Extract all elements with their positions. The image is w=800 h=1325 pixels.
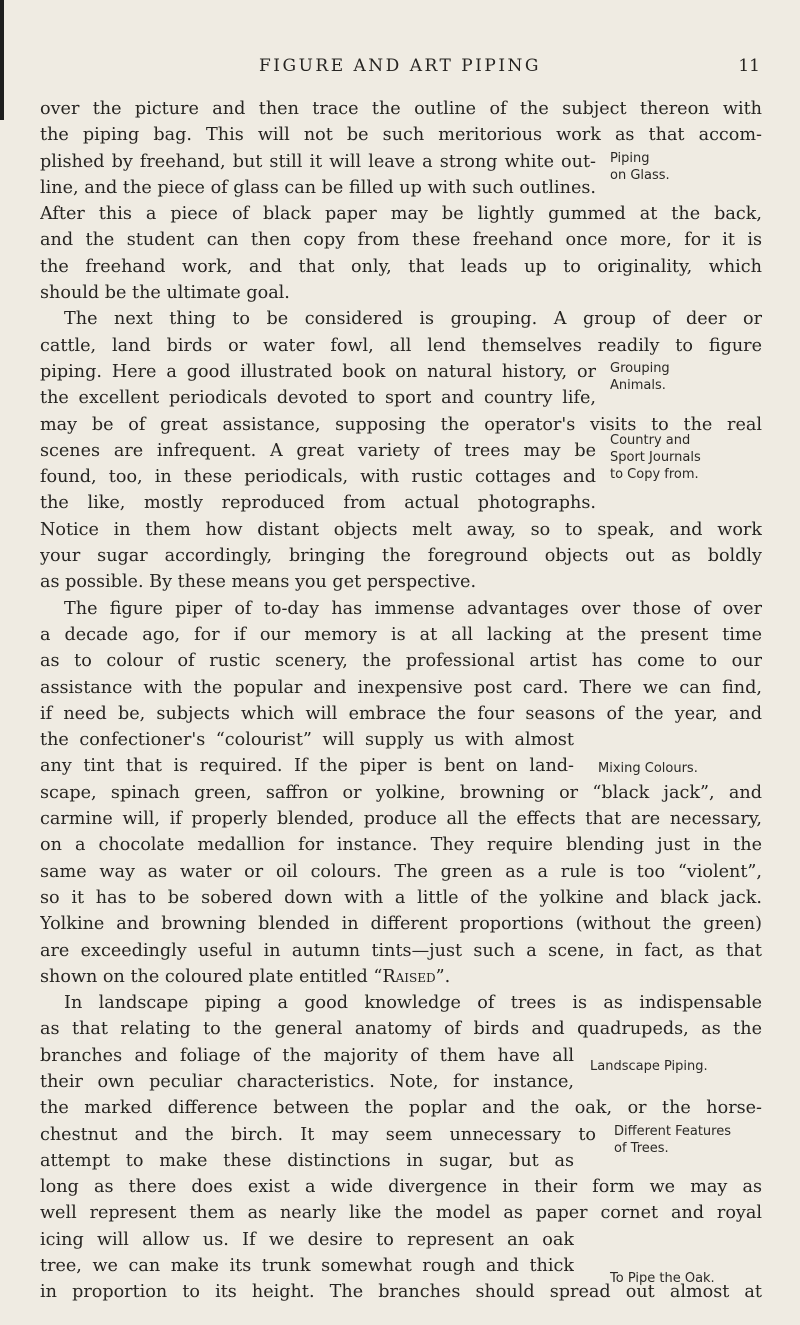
margin-note (610, 1270, 715, 1287)
margin-note-line: Animals. (610, 378, 666, 393)
text-line: the freehand work, and that only, that leads up to originality, which (40, 256, 762, 277)
text-line: carmine will, if properly blended, produce all the effects that are necessary, (40, 809, 762, 830)
text-line: same way as water or oil colours. The green as a rule is too “violent”, (40, 861, 762, 882)
text-line: branches and foliage of the majority of them have all (40, 1045, 574, 1066)
margin-note-line: to Copy from. (610, 467, 699, 482)
text-line: the confectioner's “colourist” will supply us with almost (40, 730, 574, 751)
text-line: in proportion to its height. The branches should spread out almost at (40, 1282, 762, 1303)
text-line: may be of great assistance, supposing the operator's visits to the real (40, 414, 762, 435)
text-line: a decade ago, for if our memory is at all lacking at the present time (40, 624, 762, 645)
margin-note-line: Grouping (610, 361, 670, 376)
text-line: so it has to be sobered down with a little of the yolkine and black jack. (40, 887, 762, 908)
page-number: 11 (738, 56, 760, 76)
text-line: line, and the piece of glass can be filled up with such outlines. (40, 177, 596, 198)
text-line: any tint that is required. If the piper is bent on land- (40, 756, 574, 777)
text-line: as to colour of rustic scenery, the professional artist has come to our (40, 651, 762, 672)
margin-note (610, 432, 701, 483)
text-line: their own peculiar characteristics. Note, for instance, (40, 1071, 574, 1092)
margin-note-line: To Pipe the Oak. (610, 1271, 715, 1286)
text-line: should be the ultimate goal. (40, 283, 290, 304)
text-line: the marked difference between the poplar and the oak, or the horse- (40, 1098, 762, 1119)
text-line: assistance with the popular and inexpensive post card. There we can find, (40, 677, 762, 698)
text-line: Notice in them how distant objects melt away, so to speak, and work (40, 519, 762, 540)
text-line: long as there does exist a wide divergence in their form we may as (40, 1177, 762, 1198)
text-line: and the student can then copy from these freehand once more, for it is (40, 230, 762, 251)
text-line: tree, we can make its trunk somewhat rough and thick (40, 1256, 574, 1277)
text-line: The next thing to be considered is grouping. A group of deer or (64, 309, 762, 330)
margin-note-line: of Trees. (614, 1141, 669, 1156)
text-line: scenes are infrequent. A great variety of trees may be (40, 440, 596, 461)
text-line: on a chocolate medallion for instance. They require blending just in the (40, 835, 762, 856)
margin-note-line: Different Features (614, 1124, 731, 1139)
text-line: as possible. By these means you get perspective. (40, 572, 477, 593)
text-line: the excellent periodicals devoted to sport and country life, (40, 388, 596, 409)
text-line: cattle, land birds or water fowl, all lend themselves readily to figure (40, 335, 762, 356)
text-line: found, too, in these periodicals, with rustic cottages and (40, 467, 596, 488)
text-line: After this a piece of black paper may be lightly gummed at the back, (40, 204, 762, 225)
margin-note-line: Landscape Piping. (590, 1059, 708, 1074)
text-run: ”. (435, 966, 451, 987)
text-line: piping. Here a good illustrated book on natural history, or (40, 361, 596, 382)
text-line: attempt to make these distinctions in sugar, but as (40, 1150, 574, 1171)
text-line: well represent them as nearly like the model as paper cornet and royal (40, 1203, 762, 1224)
margin-note (614, 1123, 731, 1157)
text-line: chestnut and the birch. It may seem unnecessary to (40, 1124, 596, 1145)
text-line (40, 964, 762, 990)
margin-note (610, 150, 670, 184)
margin-note-line: Mixing Colours. (598, 761, 698, 776)
margin-note (590, 1058, 708, 1075)
margin-note-line: Sport Journals (610, 450, 701, 465)
running-title: FIGURE AND ART PIPING (259, 56, 541, 76)
text-line: scape, spinach green, saffron or yolkine, browning or “black jack”, and (40, 782, 762, 803)
plate-title: Raised (382, 966, 436, 987)
page-header (0, 56, 800, 82)
text-line: are exceedingly useful in autumn tints—just such a scene, in fact, as that (40, 940, 762, 961)
margin-note (610, 360, 670, 394)
margin-note-line: on Glass. (610, 168, 670, 183)
margin-note-line: Piping (610, 151, 650, 166)
text-line: your sugar accordingly, bringing the foreground objects out as boldly (40, 546, 762, 567)
text-line: the piping bag. This will not be such meritorious work as that accom- (40, 125, 762, 146)
text-line: if need be, subjects which will embrace the four seasons of the year, and (40, 703, 762, 724)
text-line: the like, mostly reproduced from actual photographs. (40, 493, 596, 514)
text-run: shown on the coloured plate entitled “ (40, 966, 383, 987)
margin-note (598, 760, 698, 777)
text-line: as that relating to the general anatomy of birds and quadrupeds, as the (40, 1019, 762, 1040)
text-line: over the picture and then trace the outline of the subject thereon with (40, 99, 762, 119)
text-line: Yolkine and browning blended in different proportions (without the green) (40, 914, 762, 935)
text-line: In landscape piping a good knowledge of trees is as indispensable (64, 993, 762, 1014)
margin-note-line: Country and (610, 433, 691, 448)
text-line: plished by freehand, but still it will leave a strong white out- (40, 151, 596, 172)
text-line: The figure piper of to-day has immense advantages over those of over (64, 598, 762, 619)
text-line: icing will allow us. If we desire to represent an oak (40, 1229, 574, 1250)
